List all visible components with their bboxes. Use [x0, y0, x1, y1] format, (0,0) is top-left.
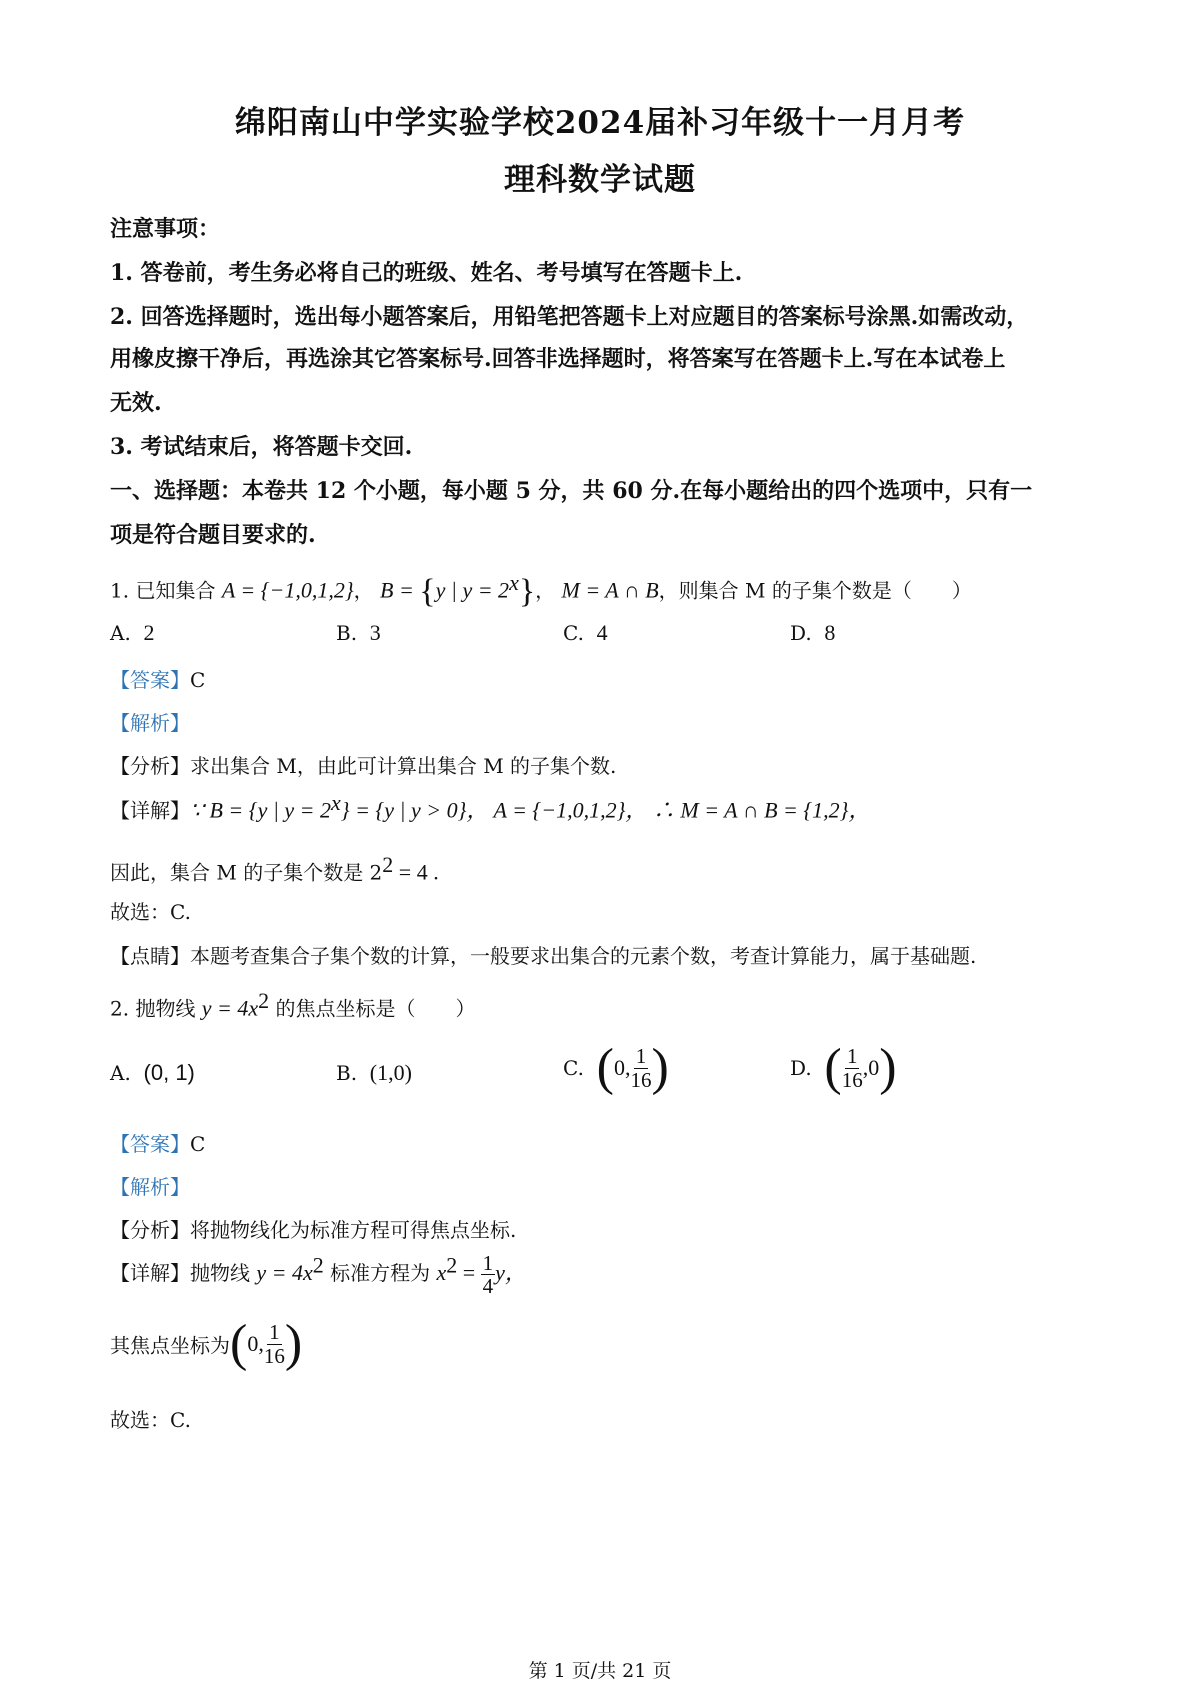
q1-number: 1. 已知集合	[110, 578, 216, 603]
q1-set-b-left: B =	[380, 577, 420, 603]
q2-option-c: C. (0, $\frac{1}{16}$ )	[563, 1039, 669, 1096]
q2-fenxi: 【分析】将抛物线化为标准方程可得焦点坐标.	[110, 1218, 517, 1242]
note-2-line-1: 2. 回答选择题时，选出每小题答案后，用铅笔把答题卡上对应题目的答案标号涂黑.如需改动，	[110, 304, 1029, 330]
section-heading-line-2: 项是符合题目要求的.	[110, 522, 316, 548]
q1-answer: 【答案】C	[110, 668, 206, 692]
q1-option-b: B. 3	[336, 620, 381, 645]
q2-choice: 故选：C.	[110, 1408, 191, 1432]
q2-answer: 【答案】C	[110, 1132, 206, 1156]
question-2-stem: 2. 抛物线 $y = 4x^2$ 的焦点坐标是（ ）	[110, 988, 476, 1021]
q2-focus: 其焦点坐标为(0, $\frac{1}{16}$ )	[110, 1315, 303, 1372]
q1-set-b-body: y | y = 2	[435, 577, 510, 603]
q1-option-a: A. 2	[110, 620, 155, 645]
q1-set-m: M = A ∩ B	[561, 577, 659, 603]
q1-set-a: A = {−1,0,1,2}	[221, 577, 354, 603]
q2-analysis-tag: 【解析】	[110, 1175, 190, 1199]
note-2-line-3: 无效.	[110, 390, 162, 416]
exam-title: 绵阳南山中学实验学校2024届补习年级十一月月考	[234, 105, 966, 141]
q1-option-d: D. 8	[790, 620, 836, 645]
page-footer: 第 1 页/共 21 页	[528, 1660, 672, 1682]
q1-conclusion: 因此，集合 M 的子集个数是 $2^2 = 4$ .	[110, 852, 439, 885]
q2-option-d: D. ( $\frac{1}{16}$ ,0)	[790, 1039, 897, 1096]
exam-subtitle: 理科数学试题	[504, 162, 696, 198]
note-3: 3. 考试结束后，将答题卡交回.	[110, 434, 413, 460]
q1-dianjing: 【点睛】本题考查集合子集个数的计算，一般要求出集合的元素个数，考查计算能力，属于基础题.	[110, 944, 977, 968]
question-1-stem: 1. 已知集合 A = {−1,0,1,2}， B = {y | $y = 2^x$}， M = A ∩ B，则集合 M 的子集个数是（ ）	[110, 570, 972, 611]
q1-analysis-tag: 【解析】	[110, 711, 190, 735]
q2-detail: 【详解】抛物线 $y = 4x^2$ 标准方程为 $x^2$ = $\frac{1}{4}$ y，	[110, 1251, 527, 1299]
q1-choice: 故选：C.	[110, 900, 191, 924]
notes-heading: 注意事项：	[110, 216, 221, 242]
section-heading-line-1: 一、选择题：本卷共 12 个小题，每小题 5 分，共 60 分.在每小题给出的四个选项中，只有一	[110, 478, 1033, 504]
note-1: 1. 答卷前，考生务必将自己的班级、姓名、考号填写在答题卡上.	[110, 260, 743, 286]
q2-option-a: A. (0, 1)	[110, 1060, 195, 1085]
q1-fenxi: 【分析】求出集合 M，由此可计算出集合 M 的子集个数.	[110, 754, 617, 778]
q1-tail: ，则集合 M 的子集个数是（ ）	[658, 578, 972, 603]
q1-detail: 【详解】∵ B = {y | $y = 2^x\} = \{y$ | y > 0}， A = {−1,0,1,2}， ∴ M = A ∩ B = {1,2}，	[110, 790, 871, 823]
note-2-line-2: 用橡皮擦干净后，再选涂其它答案标号.回答非选择题时，将答案写在答题卡上.写在本试卷上	[110, 346, 1006, 372]
q2-option-b: B. (1,0)	[336, 1060, 412, 1085]
q1-option-c: C. 4	[563, 620, 608, 645]
